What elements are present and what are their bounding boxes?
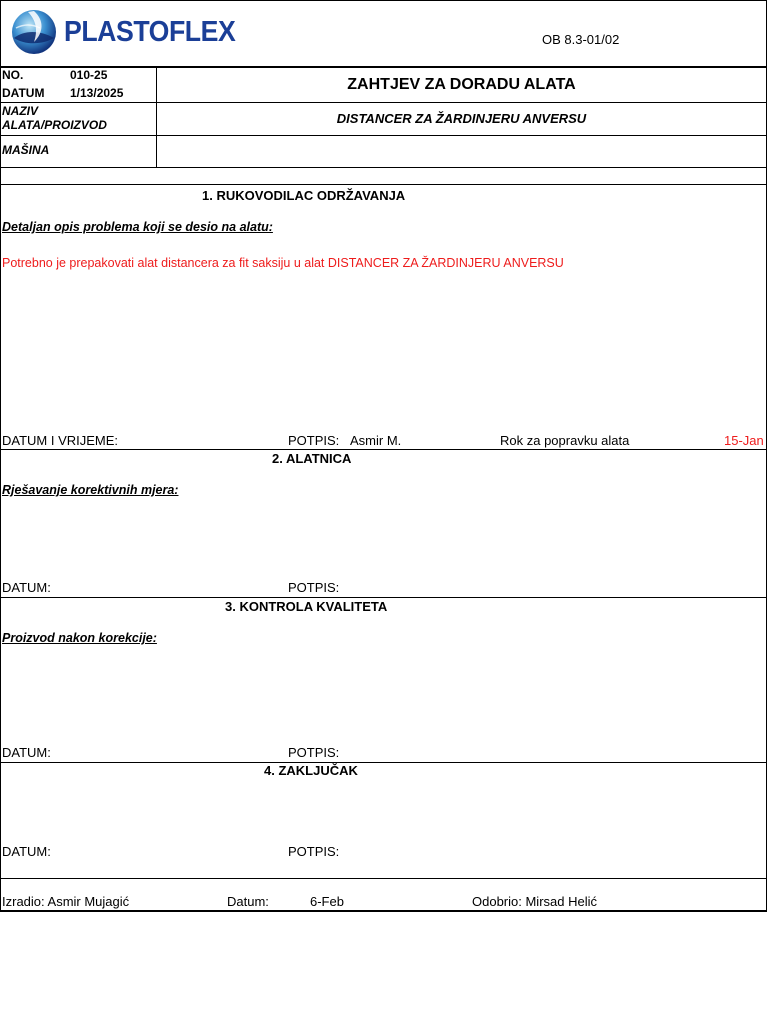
section1-potpis-label: POTPIS: [288, 433, 340, 448]
logo-globe-icon [10, 8, 58, 56]
section3-datum-label: DATUM: [2, 745, 51, 760]
section4-datum-label: DATUM: [2, 844, 51, 859]
section1-heading: 1. RUKOVODILAC ODRŽAVANJA [202, 188, 406, 203]
info-row-divider-2 [0, 135, 767, 136]
frame-right-border [766, 0, 767, 911]
footer-top-border [0, 878, 767, 879]
frame-bottom-border [0, 910, 767, 912]
frame-top-border [0, 0, 767, 1]
section3-subheading: Proizvod nakon korekcije: [2, 631, 157, 645]
section2-potpis-label: POTPIS: [288, 580, 340, 595]
section4-top-border [0, 762, 767, 763]
section1-subheading: Detaljan opis problema koji se desio na alatu: [2, 220, 273, 234]
rok-label: Rok za popravku alata [500, 433, 630, 448]
section2-datum-label: DATUM: [2, 580, 51, 595]
info-row-divider-3 [0, 167, 767, 168]
section4-heading: 4. ZAKLJUČAK [264, 763, 358, 778]
footer-datum-value: 6-Feb [310, 894, 344, 909]
no-value: 010-25 [70, 68, 108, 82]
frame-left-border [0, 0, 1, 911]
section1-potpis-value: Asmir M. [350, 433, 402, 448]
footer-izradio: Izradio: Asmir Mujagić [2, 894, 130, 909]
section2-subheading: Rješavanje korektivnih mjera: [2, 483, 179, 497]
masina-label: MAŠINA [2, 143, 50, 157]
section2-top-border [0, 449, 767, 450]
section3-top-border [0, 597, 767, 598]
section3-potpis-label: POTPIS: [288, 745, 340, 760]
datum-label: DATUM [2, 86, 45, 100]
footer-datum-label: Datum: [227, 894, 269, 909]
section3-heading: 3. KONTROLA KVALITETA [225, 599, 388, 614]
section1-top-border [0, 184, 767, 185]
brand-name: PLASTOFLEX [64, 16, 236, 48]
naziv-value: DISTANCER ZA ŽARDINJERU ANVERSU [336, 111, 587, 126]
info-row-divider-1 [0, 102, 767, 103]
document-code: OB 8.3-01/02 [542, 32, 620, 47]
naziv-label-line2: ALATA/PROIZVOD [2, 118, 107, 132]
footer-odobrio: Odobrio: Mirsad Helić [472, 894, 597, 909]
problem-description: Potrebno je prepakovati alat distancera za fit saksiju u alat DISTANCER ZA ŽARDINJERU ANVERSU [2, 256, 564, 270]
section2-heading: 2. ALATNICA [272, 451, 352, 466]
section4-potpis-label: POTPIS: [288, 844, 340, 859]
no-label: NO. [2, 68, 24, 82]
datum-value: 1/13/2025 [70, 86, 124, 100]
rok-value: 15-Jan [724, 433, 764, 448]
section1-datum-label: DATUM I VRIJEME: [2, 433, 119, 448]
header-divider [0, 66, 767, 68]
plastoflex-logo [10, 8, 240, 56]
naziv-label-line1: NAZIV [2, 104, 38, 118]
form-title: ZAHTJEV ZA DORADU ALATA [347, 76, 576, 93]
